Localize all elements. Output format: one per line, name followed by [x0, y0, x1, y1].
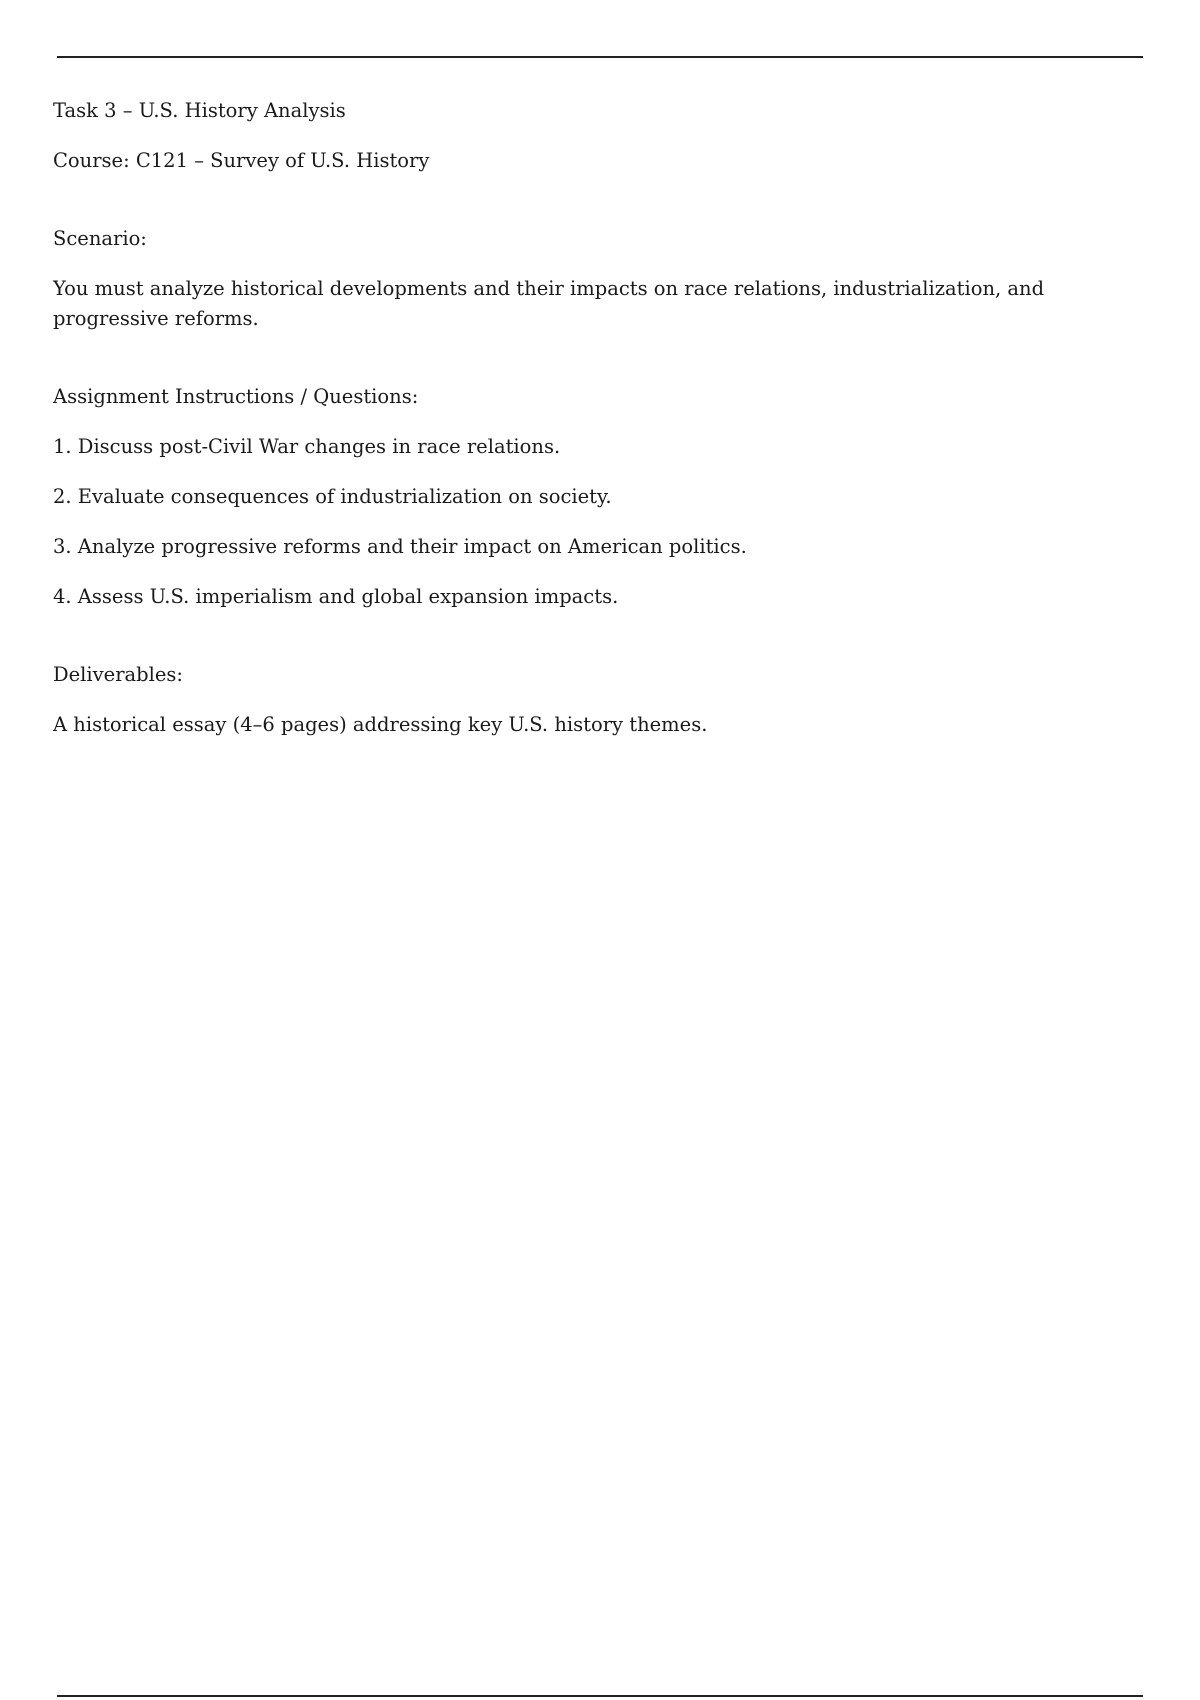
scenario-heading: Scenario:: [53, 227, 147, 250]
deliverables-text: A historical essay (4–6 pages) addressing key U.S. history themes.: [53, 713, 708, 736]
instructions-list: [53, 432, 1093, 612]
header-rule: [57, 56, 1143, 58]
document-body: [53, 96, 1093, 740]
deliverables-heading: Deliverables:: [53, 663, 183, 686]
document-title: Task 3 – U.S. History Analysis: [53, 99, 346, 122]
course-line: Course: C121 – Survey of U.S. History: [53, 149, 430, 172]
list-item: 1. Discuss post-Civil War changes in race relations.: [53, 435, 561, 458]
scenario-text: You must analyze historical developments and their impacts on race relations, industrialization, and progressive reforms.: [53, 277, 1045, 330]
list-item: 4. Assess U.S. imperialism and global expansion impacts.: [53, 585, 619, 608]
instructions-heading: Assignment Instructions / Questions:: [53, 385, 419, 408]
list-item: 3. Analyze progressive reforms and their impact on American politics.: [53, 535, 747, 558]
footer-rule: [57, 1695, 1143, 1697]
list-item: 2. Evaluate consequences of industrialization on society.: [53, 485, 612, 508]
